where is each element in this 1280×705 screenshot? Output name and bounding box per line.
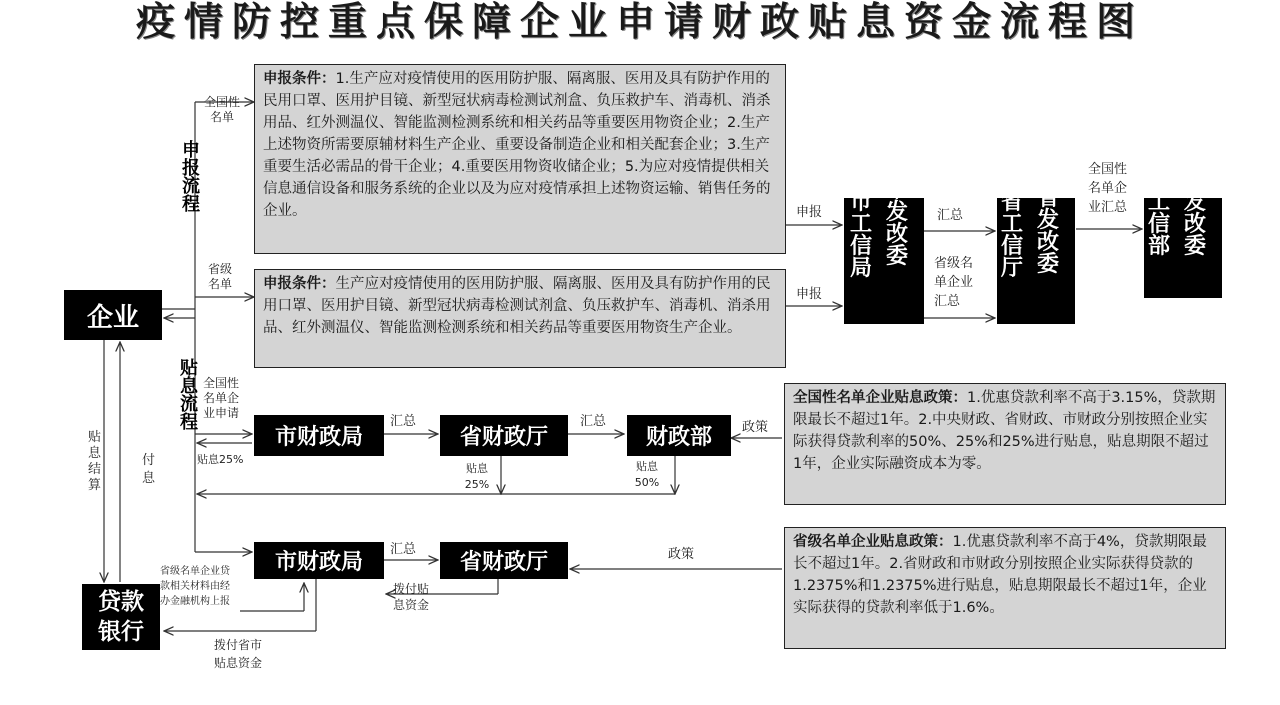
prov-subsidy-l1: 贴息 xyxy=(466,462,488,475)
summary-label-2: 汇总 xyxy=(390,414,417,429)
policy-label-2: 政策 xyxy=(668,547,695,562)
national-policy-head: 全国性名单企业贴息政策： xyxy=(793,390,967,406)
enterprise-node: 企业 xyxy=(64,290,162,340)
national-conditions-box xyxy=(254,64,786,254)
nat-apply-l1: 全国性 xyxy=(203,376,240,390)
prov-summary-l2: 单企业 xyxy=(934,275,974,290)
bank-label-2: 银行 xyxy=(98,619,144,645)
prov-miit-char-1: 省 xyxy=(1001,190,1024,215)
prov-summary-label xyxy=(934,254,973,311)
mof-subsidy-l2: 50% xyxy=(634,476,660,489)
mof-subsidy-label xyxy=(632,459,662,491)
provincial-policy-body: 1.优惠贷款利率不高于4%，贷款期限最长不超过1年。2.省财政和市财政分别按照企业实际获得贷款的1.2375%和1.2375%进行贴息，贴息期限最长不超过1年，企业实际获得的贷款利率低于1.6%。 xyxy=(793,534,1207,616)
nat-ndrc-char-2: 改 xyxy=(1184,212,1207,237)
nat-miit-column xyxy=(1148,192,1170,258)
city-miit-char-4: 局 xyxy=(850,256,873,281)
bank-report-l3: 办金融机构上报 xyxy=(160,596,230,607)
fund-l1: 拨付贴 xyxy=(393,582,430,596)
prov-subsidy-label xyxy=(462,461,492,493)
prov-miit-column xyxy=(1001,192,1023,280)
subsidy-25-label: 贴息25% xyxy=(197,453,244,466)
settle-label xyxy=(88,430,101,494)
nat-summary-label xyxy=(1088,160,1127,217)
prov-list-label xyxy=(200,262,240,292)
provincial-conditions-body: 生产应对疫情使用的医用防护服、隔离服、医用及具有防护作用的民用口罩、医用护目镜、新型冠状病毒检测试剂盒、负压救护车、消毒机、消杀用品、红外测温仪、智能监测检测系统和相关药品等重要医用物资生产企业。 xyxy=(263,276,771,336)
city-ndrc-char-4: 委 xyxy=(886,244,909,269)
prov-ndrc-char-4: 委 xyxy=(1037,252,1060,277)
pay-l2: 息 xyxy=(142,471,156,486)
nat-ndrc-column xyxy=(1184,192,1206,258)
national-policy-box xyxy=(784,383,1226,505)
city-miit-char-2: 工 xyxy=(850,212,873,237)
mof-subsidy-l1: 贴息 xyxy=(636,460,658,473)
nat-miit-char-3: 部 xyxy=(1148,234,1171,259)
settle-l2: 息 xyxy=(88,446,102,461)
prov-miit-char-2: 工 xyxy=(1001,212,1024,237)
nat-summary-l2: 名单企 xyxy=(1088,181,1128,196)
nat-ndrc-char-3: 委 xyxy=(1184,234,1207,259)
prov-summary-l3: 汇总 xyxy=(934,294,961,309)
prov-ndrc-char-2: 发 xyxy=(1037,208,1060,233)
bank-report-l1: 省级名单企业贷 xyxy=(160,566,230,577)
provincial-conditions-box xyxy=(254,269,786,368)
prov-list-l1: 省级 xyxy=(207,262,232,276)
national-list-l2: 名单 xyxy=(209,110,234,124)
nat-apply-l3: 业申请 xyxy=(203,406,240,420)
city-miit-column xyxy=(850,192,872,280)
city-finance-node-2: 市财政局 xyxy=(254,542,384,579)
prov-subsidy-l2: 25% xyxy=(464,478,490,491)
apply-process-text: 申报流程 xyxy=(179,140,200,212)
provincial-policy-box xyxy=(784,527,1226,649)
city-fund-label xyxy=(214,636,262,672)
mof-node: 财政部 xyxy=(627,415,731,456)
policy-label-1: 政策 xyxy=(742,420,769,435)
prov-ndrc-column xyxy=(1037,188,1059,276)
prov-ndrc-char-3: 改 xyxy=(1037,230,1060,255)
national-policy-body: 1.优惠贷款利率不高于3.15%，贷款期限最长不超过1年。2.中央财政、省财政、市财政分别按照企业实际获得贷款利率的50%、25%和25%进行贴息，贴息期限不超过1年，企业实际融资成本为零。 xyxy=(793,390,1216,472)
fund-l2: 息资金 xyxy=(393,598,430,612)
prov-summary-l1: 省级名 xyxy=(934,256,974,271)
nat-miit-char-1: 工 xyxy=(1148,190,1171,215)
apply-process-label xyxy=(180,140,200,212)
bank-report-l2: 款相关材料由经 xyxy=(160,581,230,592)
city-miit-char-1: 市 xyxy=(850,190,873,215)
subsidy-process-text: 贴息流程 xyxy=(177,358,198,430)
pay-l1: 付 xyxy=(142,453,156,468)
nat-miit-char-2: 信 xyxy=(1148,212,1171,237)
city-miit-char-3: 信 xyxy=(850,234,873,259)
national-list-l1: 全国性 xyxy=(203,95,240,109)
prov-ndrc-char-1: 省 xyxy=(1037,186,1060,211)
nat-ndrc-char-1: 发 xyxy=(1184,190,1207,215)
bank-node xyxy=(82,584,160,650)
national-conditions-body: 1.生产应对疫情使用的医用防护服、隔离服、医用及具有防护作用的民用口罩、医用护目镜、新型冠状病毒检测试剂盒、负压救护车、消毒机、消杀用品、红外测温仪、智能监测检测系统和相关药品等重要医用物资企业；2.生产上述物资所需要原辅材料生产企业、重要设备制造企业和相关配套企业；3.生产重要生活必需品的骨干企业；4.重要医用物资收储企业；5.为应对疫情提供相关信息通信设备和服务系统的企业以及为应对疫情承担上述物资运输、销售任务的企业。 xyxy=(263,71,771,219)
city-ndrc-char-1: 市 xyxy=(886,178,909,203)
nat-miit-ndrc-node xyxy=(1144,190,1222,298)
subsidy-process-label xyxy=(178,358,198,430)
summary-label-3: 汇总 xyxy=(580,414,607,429)
fund-label xyxy=(393,581,429,613)
prov-miit-char-3: 信 xyxy=(1001,234,1024,259)
report-label-1: 申报 xyxy=(796,205,823,220)
city-finance-node-1: 市财政局 xyxy=(254,415,384,456)
city-fund-l1: 拨付省市 xyxy=(214,638,263,652)
provincial-policy-head: 省级名单企业贴息政策： xyxy=(793,534,953,550)
prov-miit-char-4: 厅 xyxy=(1001,256,1024,281)
nat-apply-l2: 名单企 xyxy=(203,391,240,405)
report-label-2: 申报 xyxy=(796,287,823,302)
pay-label xyxy=(142,452,155,488)
summary-label-1: 汇总 xyxy=(937,208,964,223)
prov-list-l2: 名单 xyxy=(207,277,232,291)
nat-summary-l1: 全国性 xyxy=(1088,162,1128,177)
nat-apply-label xyxy=(203,376,239,421)
prov-finance-node-2: 省财政厅 xyxy=(440,542,568,579)
city-miit-ndrc-node xyxy=(844,178,924,324)
page-title: 疫情防控重点保障企业申请财政贴息资金流程图 xyxy=(135,0,1144,45)
summary-label-4: 汇总 xyxy=(390,542,417,557)
national-list-label xyxy=(200,95,244,125)
city-ndrc-char-3: 改 xyxy=(886,222,909,247)
prov-miit-ndrc-node xyxy=(997,186,1075,324)
settle-l4: 算 xyxy=(88,478,102,493)
settle-l3: 结 xyxy=(88,462,102,477)
bank-report-label xyxy=(160,564,230,609)
city-ndrc-column xyxy=(886,180,908,268)
bank-label-1: 贷款 xyxy=(98,589,144,615)
settle-l1: 贴 xyxy=(88,430,102,445)
provincial-conditions-head: 申报条件： xyxy=(263,276,336,292)
nat-summary-l3: 业汇总 xyxy=(1088,200,1128,215)
city-ndrc-char-2: 发 xyxy=(886,200,909,225)
prov-finance-node-1: 省财政厅 xyxy=(440,415,568,456)
city-fund-l2: 贴息资金 xyxy=(214,656,263,670)
national-conditions-head: 申报条件： xyxy=(263,71,336,87)
